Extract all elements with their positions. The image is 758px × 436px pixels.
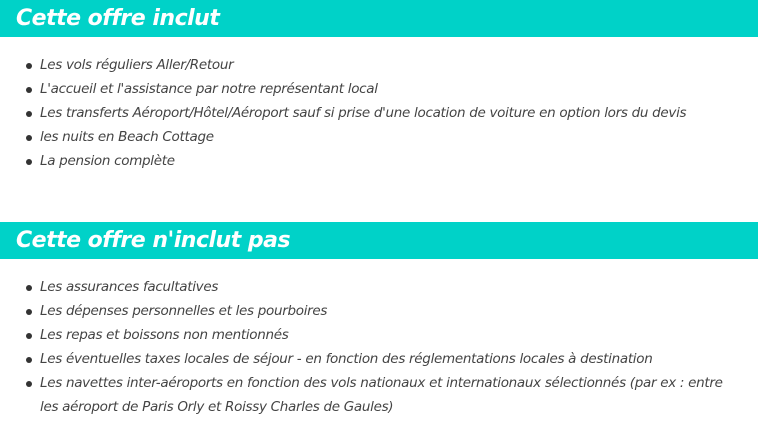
list-item: les nuits en Beach Cottage <box>0 125 758 149</box>
list-item: Les éventuelles taxes locales de séjour - en fonction des réglementations locales à destination <box>0 347 758 371</box>
list-item: Les vols réguliers Aller/Retour <box>0 53 758 77</box>
excluded-list <box>0 259 758 419</box>
list-item: Les transferts Aéroport/Hôtel/Aéroport sauf si prise d'une location de voiture en option lors du devis <box>0 101 758 125</box>
list-item: Les repas et boissons non mentionnés <box>0 323 758 347</box>
list-item: Les navettes inter-aéroports en fonction des vols nationaux et internationaux sélectionnés (par ex : entre les aéroport de Paris Orly et Roissy Charles de Gaules) <box>0 371 758 419</box>
list-item: L'accueil et l'assistance par notre représentant local <box>0 77 758 101</box>
list-item: Les assurances facultatives <box>0 275 758 299</box>
included-list <box>0 37 758 173</box>
excluded-title: Cette offre n'inclut pas <box>0 222 758 259</box>
list-item: La pension complète <box>0 149 758 173</box>
list-item: Les dépenses personnelles et les pourboires <box>0 299 758 323</box>
included-title: Cette offre inclut <box>0 0 758 37</box>
included-section <box>0 0 758 173</box>
excluded-section <box>0 222 758 419</box>
